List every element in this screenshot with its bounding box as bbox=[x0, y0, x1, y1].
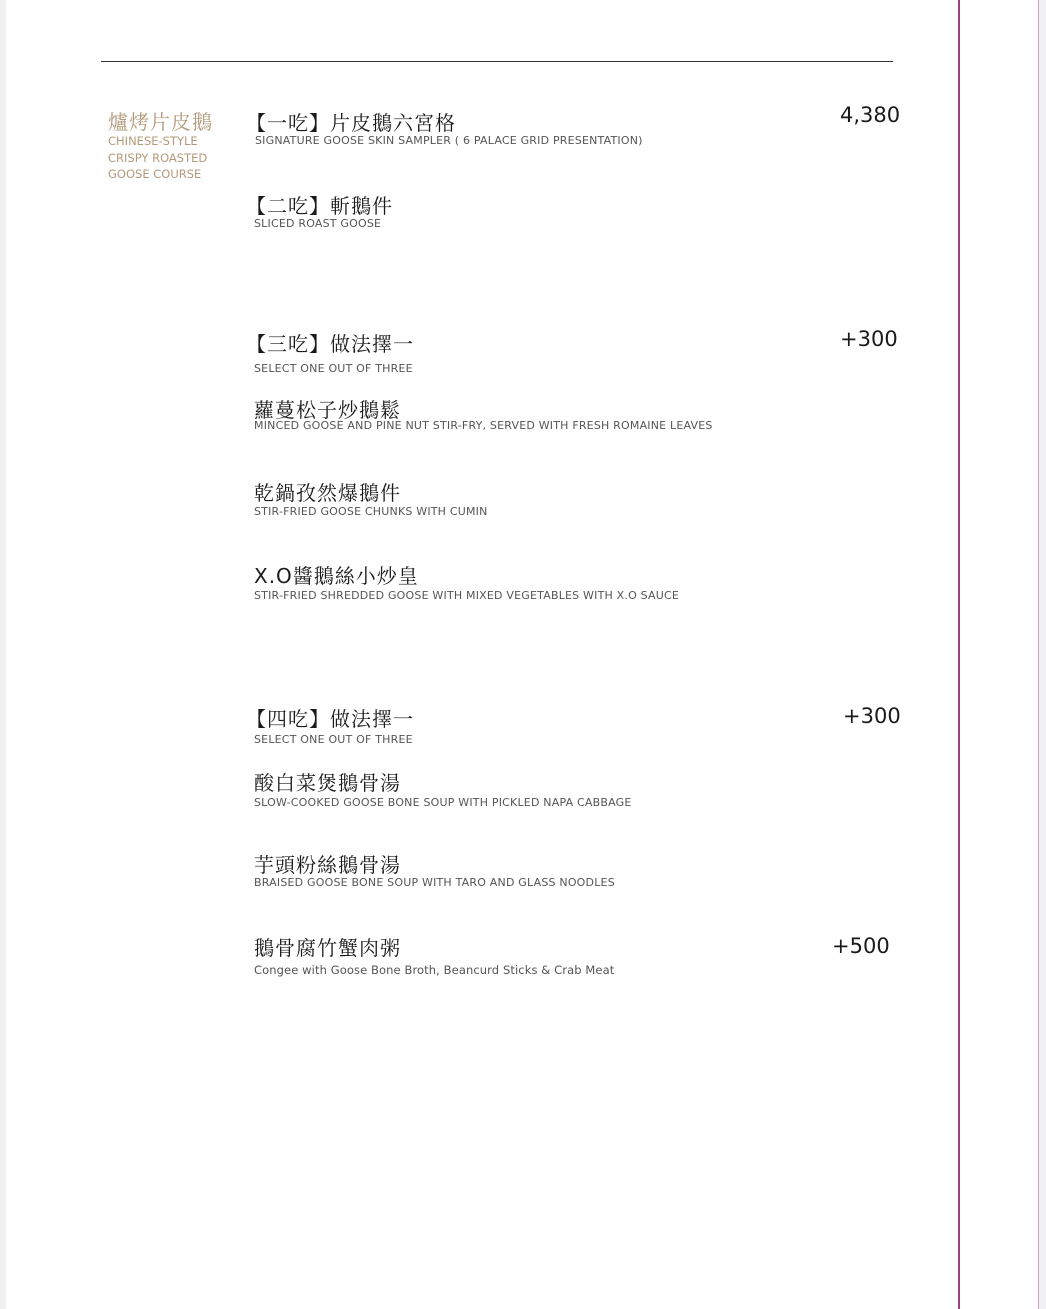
course1-desc: SIGNATURE GOOSE SKIN SAMPLER ( 6 PALACE GRID PRESENTATION) bbox=[255, 134, 643, 147]
category-title-en-line2: CRISPY ROASTED bbox=[108, 151, 208, 165]
header-divider bbox=[101, 61, 893, 62]
course2-title: 【二吃】斬鵝件 bbox=[246, 194, 393, 218]
course3-option1-title: 蘿蔓松子炒鵝鬆 bbox=[254, 398, 401, 422]
category-title-zh: 爐烤片皮鵝 bbox=[108, 110, 213, 134]
outer-edge-line bbox=[1038, 0, 1039, 1309]
course3-option2-desc: STIR-FRIED GOOSE CHUNKS WITH CUMIN bbox=[254, 505, 488, 518]
course4-option1-desc: SLOW-COOKED GOOSE BONE SOUP WITH PICKLED NAPA CABBAGE bbox=[254, 796, 632, 809]
course4-desc: SELECT ONE OUT OF THREE bbox=[254, 733, 413, 746]
course3-option2-title: 乾鍋孜然爆鵝件 bbox=[254, 481, 401, 505]
course4-option3-desc: Congee with Goose Bone Broth, Beancurd Sticks & Crab Meat bbox=[254, 963, 615, 977]
right-margin bbox=[960, 0, 1038, 1309]
course4-option2-desc: BRAISED GOOSE BONE SOUP WITH TARO AND GLASS NOODLES bbox=[254, 876, 615, 889]
course3-option3-title: X.O醬鵝絲小炒皇 bbox=[254, 564, 419, 588]
course4-option3-price: +500 bbox=[832, 934, 890, 958]
course4-title: 【四吃】做法擇一 bbox=[246, 707, 414, 731]
course4-option3-title: 鵝骨腐竹蟹肉粥 bbox=[254, 936, 401, 960]
category-title-en-line1: CHINESE-STYLE bbox=[108, 134, 198, 148]
course1-price: 4,380 bbox=[840, 103, 901, 127]
course3-option1-desc: MINCED GOOSE AND PINE NUT STIR-FRY, SERVED WITH FRESH ROMAINE LEAVES bbox=[254, 419, 713, 432]
course2-desc: SLICED ROAST GOOSE bbox=[254, 217, 382, 230]
course4-option2-title: 芋頭粉絲鵝骨湯 bbox=[254, 853, 401, 877]
menu-page bbox=[6, 0, 958, 1309]
course3-option3-desc: STIR-FRIED SHREDDED GOOSE WITH MIXED VEGETABLES WITH X.O SAUCE bbox=[254, 589, 680, 602]
course3-title: 【三吃】做法擇一 bbox=[246, 332, 414, 356]
course1-title: 【一吃】片皮鵝六宮格 bbox=[246, 111, 456, 135]
course3-price: +300 bbox=[840, 327, 898, 351]
course4-price: +300 bbox=[843, 704, 901, 728]
course3-desc: SELECT ONE OUT OF THREE bbox=[254, 362, 413, 375]
course4-option1-title: 酸白菜煲鵝骨湯 bbox=[254, 771, 401, 795]
category-title-en-line3: GOOSE COURSE bbox=[108, 167, 202, 181]
